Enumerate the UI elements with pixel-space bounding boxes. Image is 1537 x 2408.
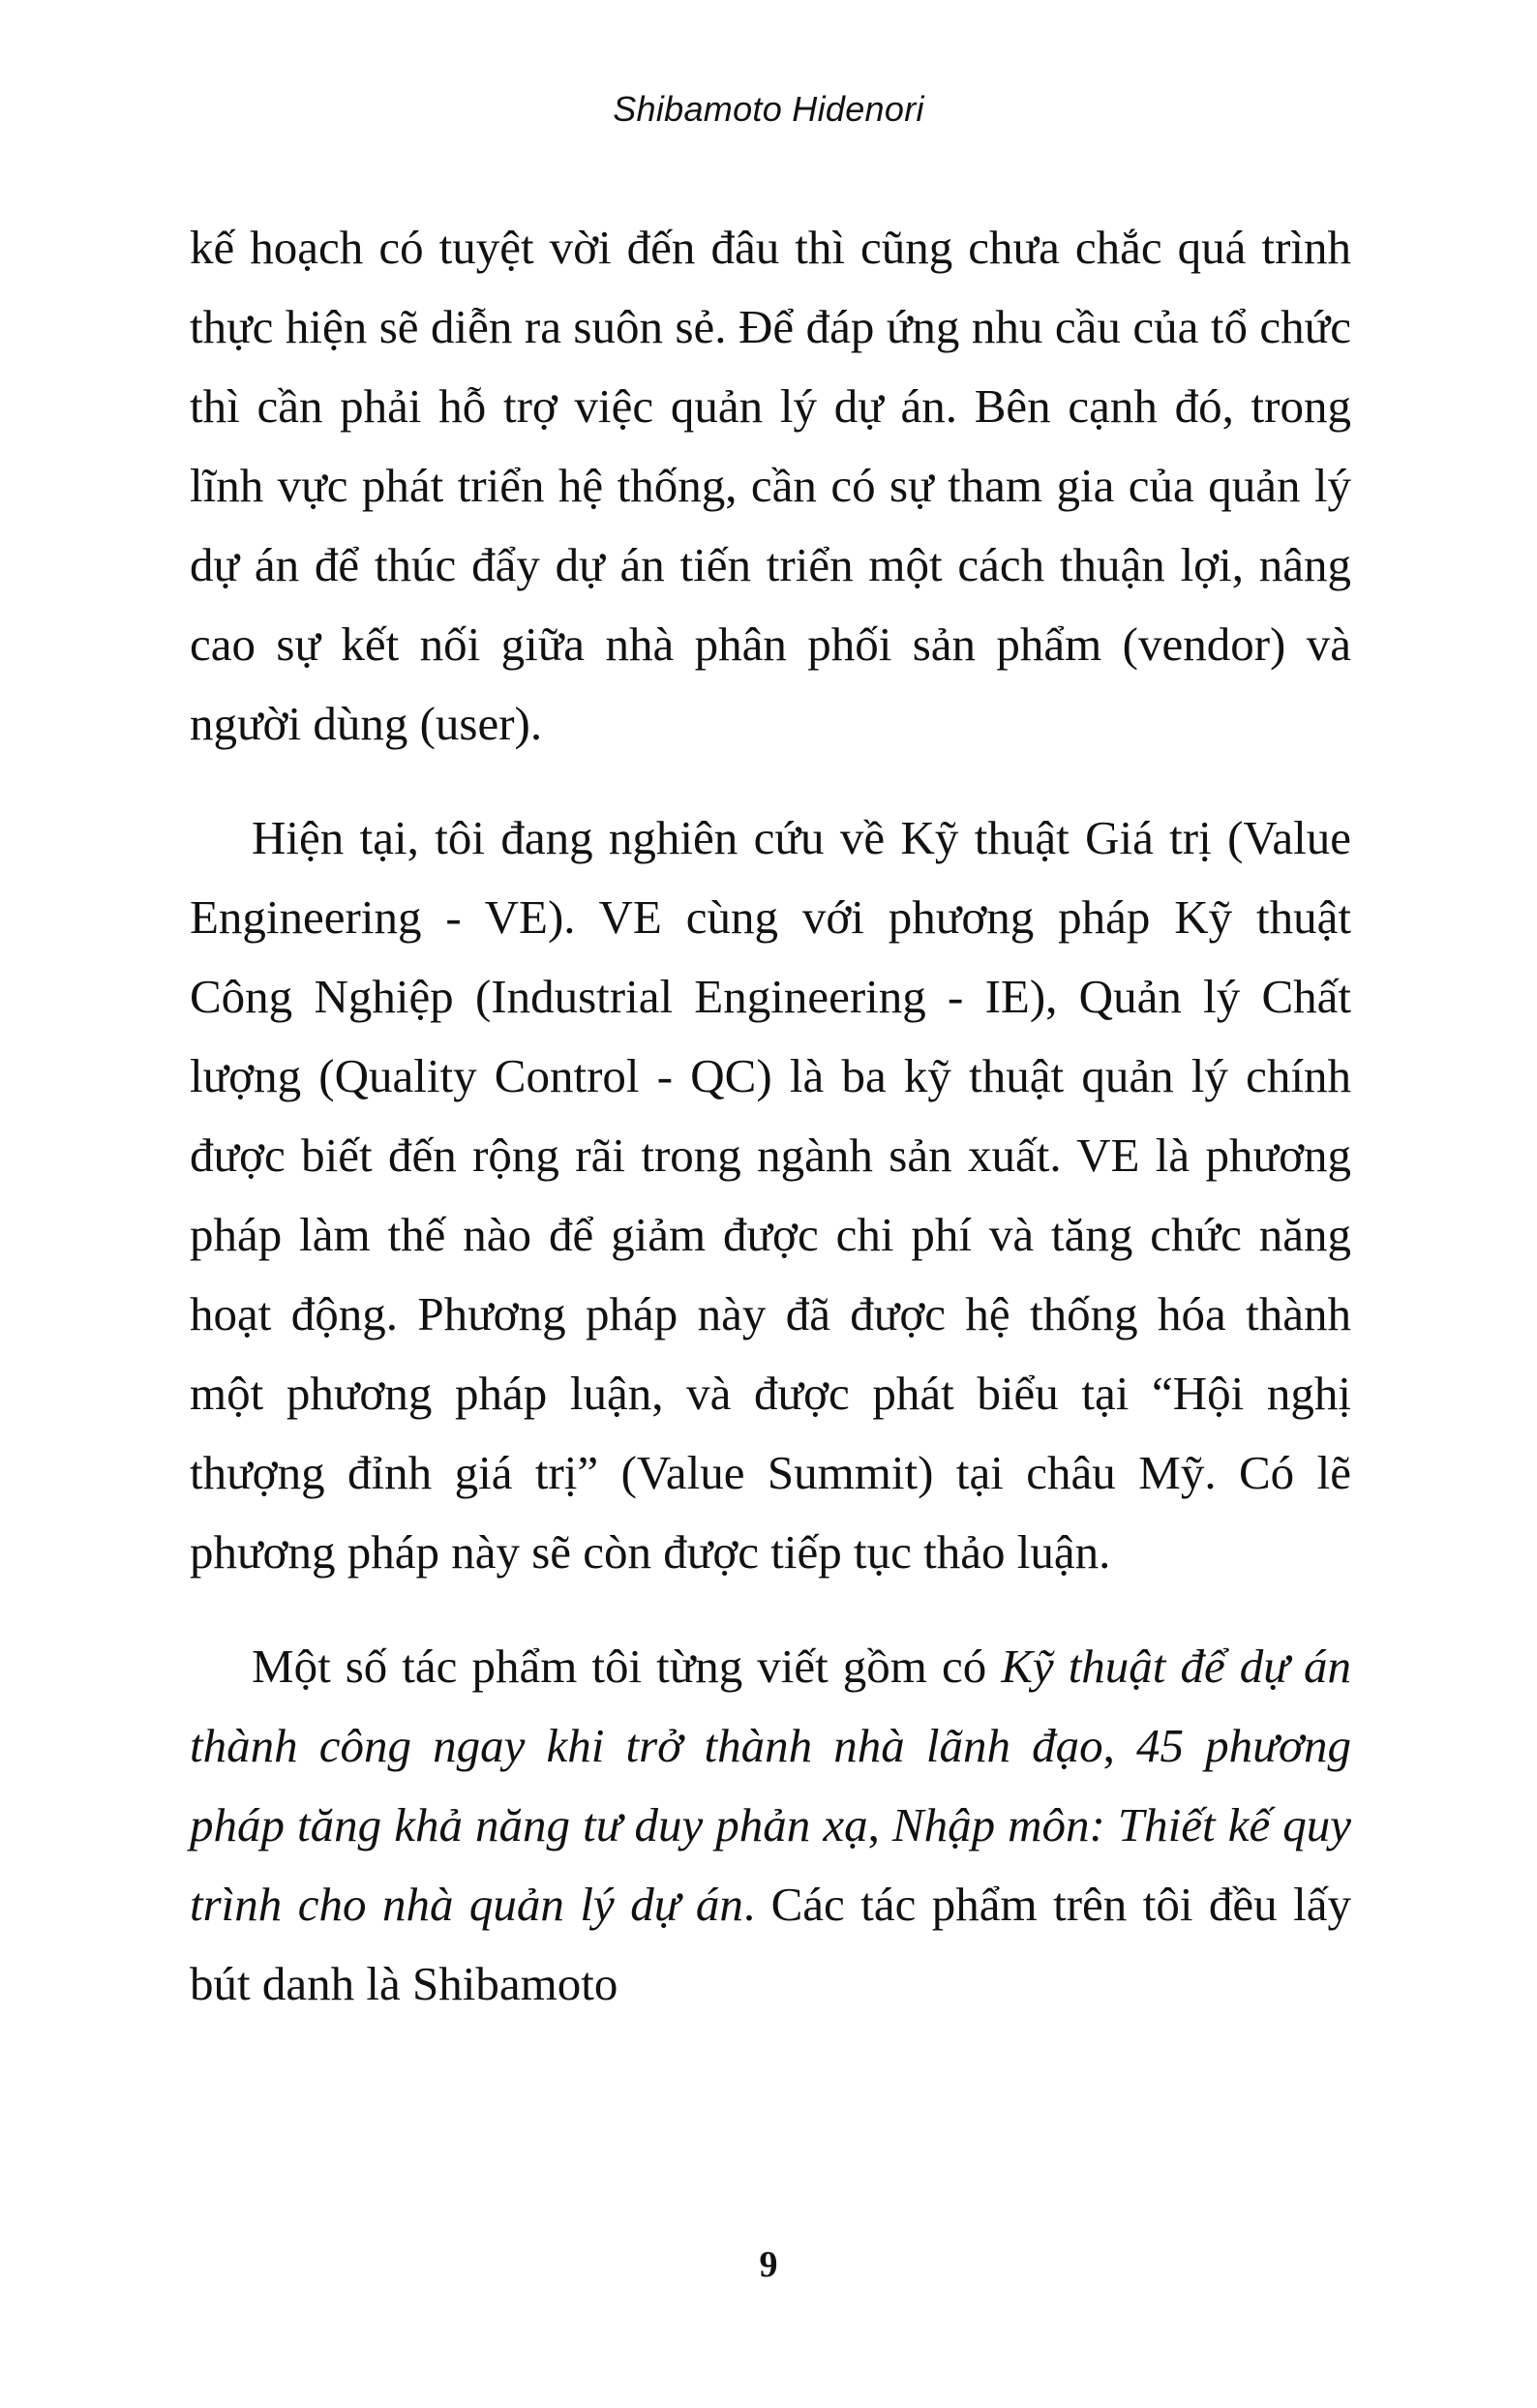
paragraph-3-tail: . Các tác phẩm trên tôi đều lấy bút danh là Shibamoto [190,1878,1351,2010]
book-title-2: 45 phương pháp tăng khả năng tư duy phản xạ [190,1719,1351,1851]
running-header-author: Shibamoto Hidenori [613,89,924,129]
book-title-3: Nhập môn: Thiết kế quy trình cho nhà quản lý dự án [190,1798,1352,1931]
paragraph-3-lead: Một số tác phẩm tôi từng viết gồm có [252,1640,1002,1693]
body-text [190,208,1351,2024]
separator-1: , [1102,1719,1136,1772]
paragraph-2: Hiện tại, tôi đang nghiên cứu về Kỹ thuật Giá trị (Value Engineering - VE). VE cùng với phương pháp Kỹ thuật Công Nghiệp (Industrial Engineering - IE), Quản lý Chất lượng (Quality Control - QC) là ba kỹ thuật quản lý chính được biết đến rộng rãi trong ngành sản xuất. VE là phương pháp làm thế nào để giảm được chi phí và tăng chức năng hoạt động. Phương pháp này đã được hệ thống hóa thành một phương pháp luận, và được phát biểu tại “Hội nghị thượng đỉnh giá trị” (Value Summit) tại châu Mỹ. Có lẽ phương pháp này sẽ còn được tiếp tục thảo luận. [190,811,1351,1579]
paragraph-1: kế hoạch có tuyệt vời đến đâu thì cũng chưa chắc quá trình thực hiện sẽ diễn ra suôn sẻ. Để đáp ứng nhu cầu của tổ chức thì cần phải hỗ trợ việc quản lý dự án. Bên cạnh đó, trong lĩnh vực phát triển hệ thống, cần có sự tham gia của quản lý dự án để thúc đẩy dự án tiến triển một cách thuận lợi, nâng cao sự kết nối giữa nhà phân phối sản phẩm (vendor) và người dùng (user). [190,221,1351,750]
page-number: 9 [759,2244,778,2285]
separator-2: , [867,1798,892,1851]
book-title-1: Kỹ thuật để dự án thành công ngay khi trở thành nhà lãnh đạo [190,1640,1351,1772]
paragraph-3 [190,1627,1351,2024]
